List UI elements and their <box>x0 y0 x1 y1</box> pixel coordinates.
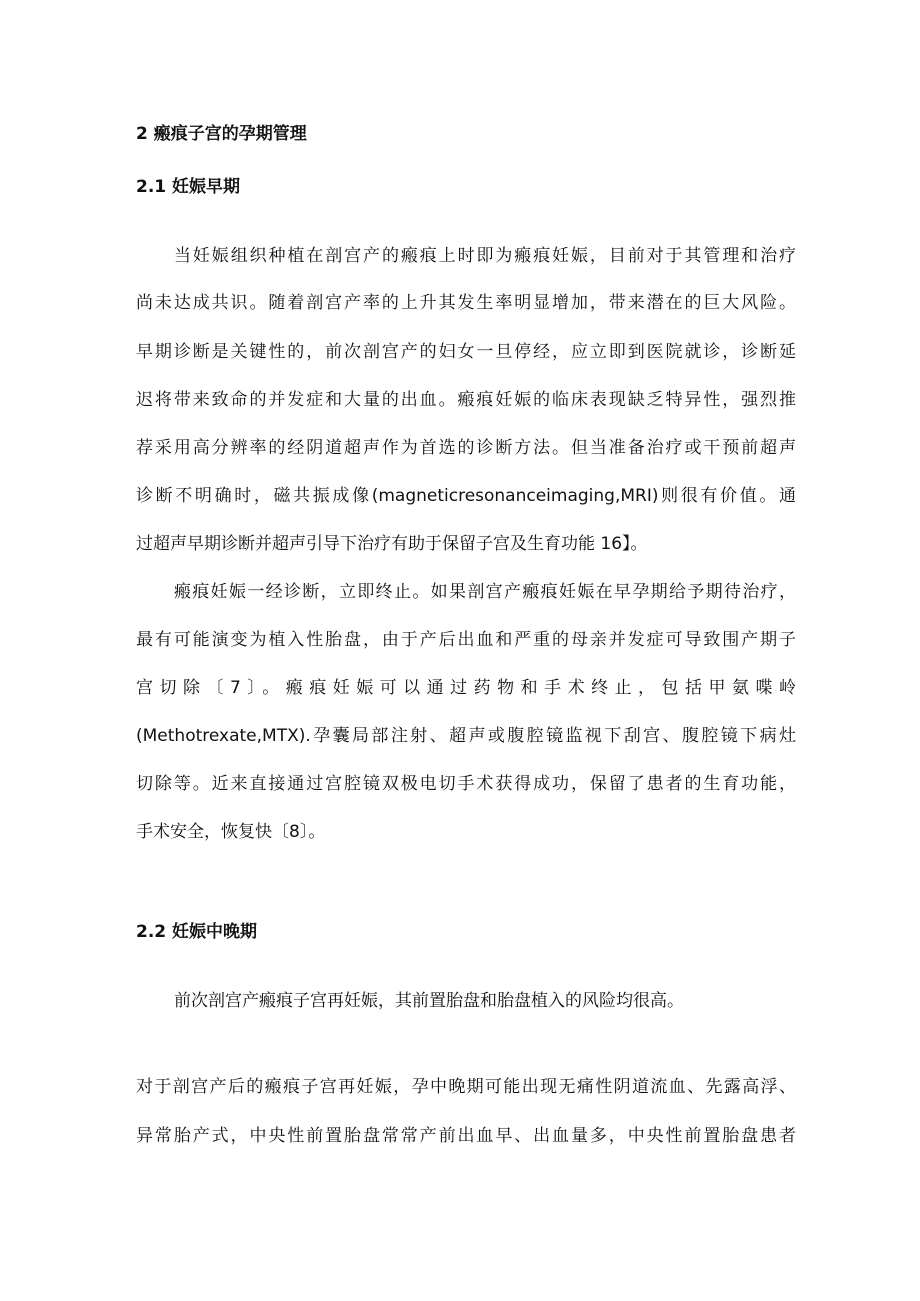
section-title: 2 瘢痕子宫的孕期管理 <box>136 124 307 144</box>
paragraph-line: 切除等。近来直接通过宫腔镜双极电切手术获得成功，保留了患者的生育功能， <box>136 774 796 794</box>
paragraph-line: 诊断不明确时，磁共振成像(magneticresonanceimaging,MRI)则很有价值。通 <box>136 486 796 506</box>
paragraph-line: 尚未达成共识。随着剖宫产率的上升其发生率明显增加，带来潜在的巨大风险。 <box>136 293 796 313</box>
paragraph-line: 过超声早期诊断并超声引导下治疗有助于保留子宫及生育功能 16】。 <box>136 534 648 554</box>
paragraph-line: 手术安全，恢复快〔8〕。 <box>136 822 326 842</box>
paragraph-line: 最有可能演变为植入性胎盘，由于产后出血和严重的母亲并发症可导致围产期子 <box>136 630 796 650</box>
paragraph-line: 宫切除〔7〕。瘢痕妊娠可以通过药物和手术终止，包括甲氨喋岭 <box>136 678 796 698</box>
subsection-title-late: 2.2 妊娠中晚期 <box>136 922 258 942</box>
paragraph-line: 迟将带来致命的并发症和大量的出血。瘢痕妊娠的临床表现缺乏特异性，强烈推 <box>136 390 796 410</box>
paragraph-line: 荐采用高分辨率的经阴道超声作为首选的诊断方法。但当准备治疗或干预前超声 <box>136 438 796 458</box>
paragraph-line: 前次剖宫产瘢痕子宫再妊娠，其前置胎盘和胎盘植入的风险均很高。 <box>174 991 684 1011</box>
paragraph-line: 当妊娠组织种植在剖宫产的瘢痕上时即为瘢痕妊娠，目前对于其管理和治疗 <box>174 246 796 266</box>
subsection-title-early: 2.1 妊娠早期 <box>136 177 241 197</box>
paragraph-line: (Methotrexate,MTX).孕囊局部注射、超声或腹腔镜监视下刮宫、腹腔镜下病灶 <box>136 726 796 746</box>
paragraph-line: 异常胎产式，中央性前置胎盘常常产前出血早、出血量多，中央性前置胎盘患者 <box>136 1126 796 1146</box>
paragraph-line: 早期诊断是关键性的，前次剖宫产的妇女一旦停经，应立即到医院就诊，诊断延 <box>136 342 796 362</box>
paragraph-line: 对于剖宫产后的瘢痕子宫再妊娠，孕中晚期可能出现无痛性阴道流血、先露高浮、 <box>136 1077 796 1097</box>
paragraph-line: 瘢痕妊娠一经诊断，立即终止。如果剖宫产瘢痕妊娠在早孕期给予期待治疗， <box>174 582 796 602</box>
